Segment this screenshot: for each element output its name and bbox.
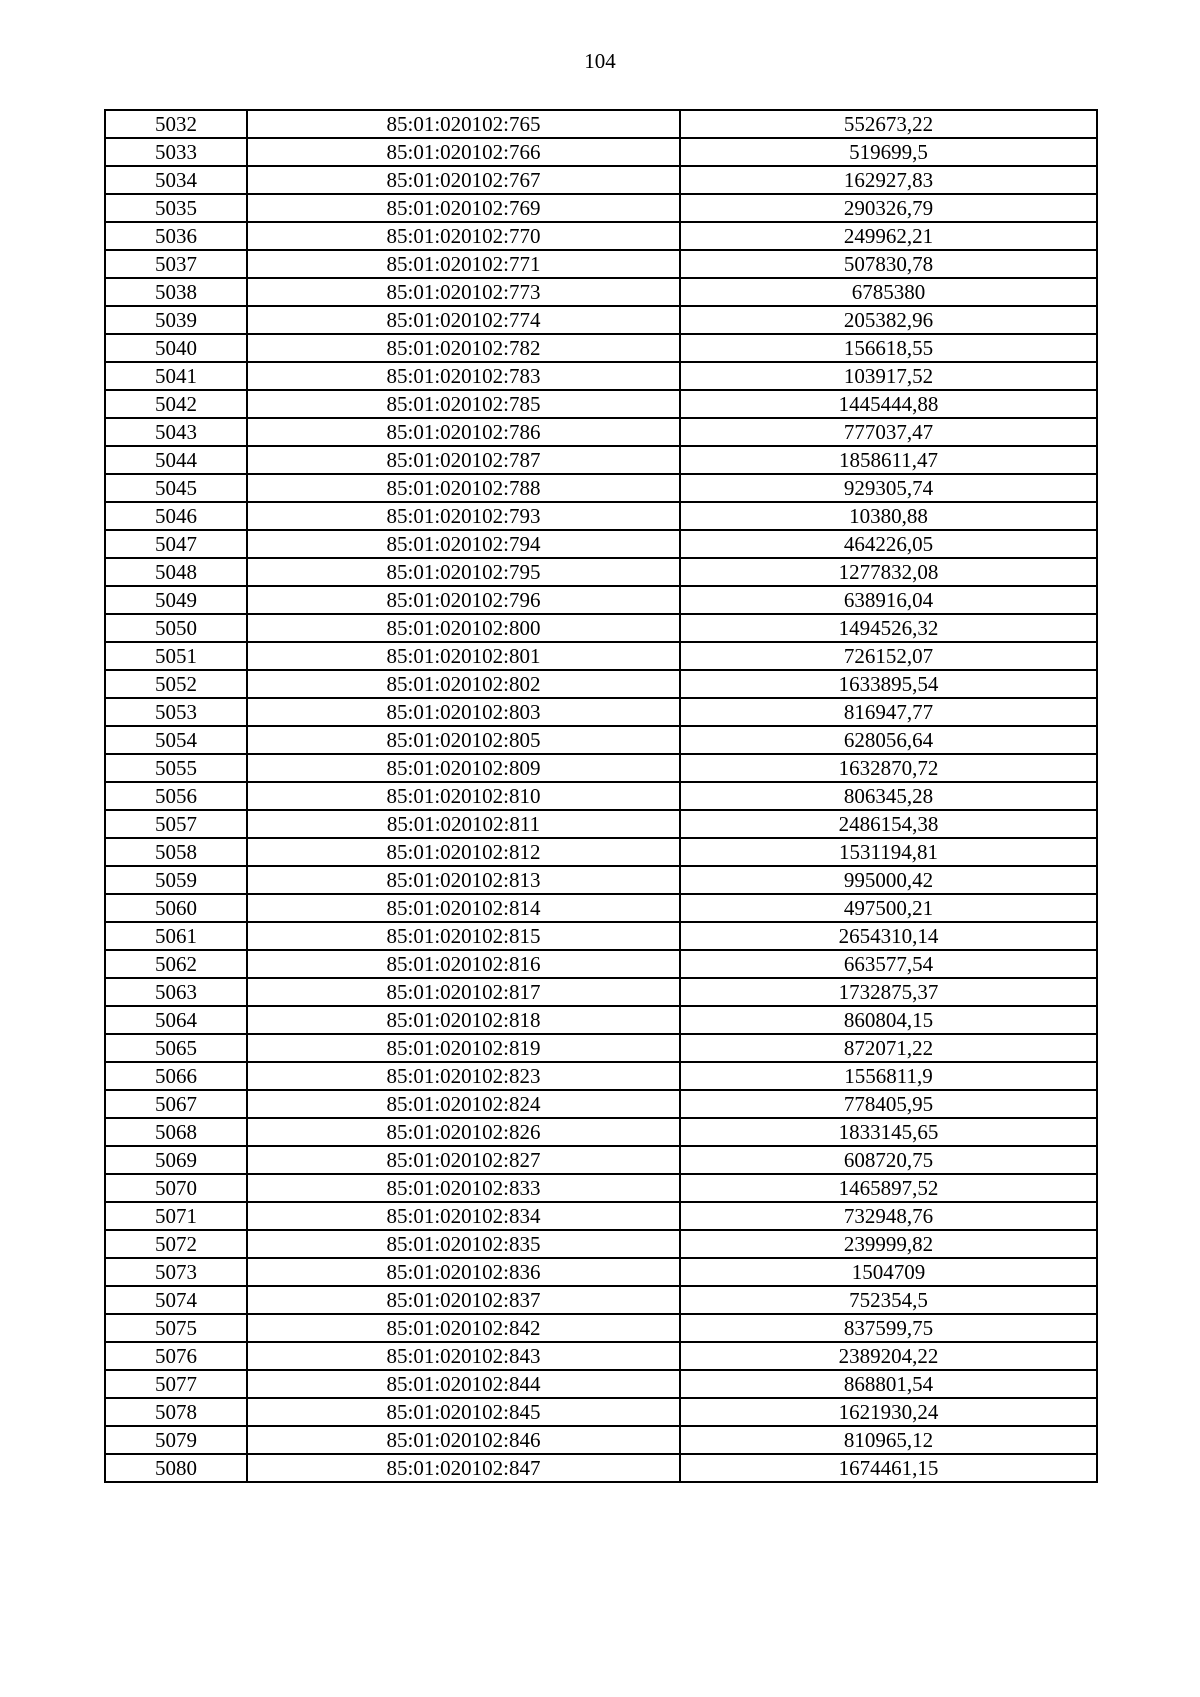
table-row	[105, 1286, 1097, 1314]
row-number-cell: 5058	[105, 838, 247, 866]
cadastral-number-cell: 85:01:020102:769	[247, 194, 680, 222]
row-number-cell: 5069	[105, 1146, 247, 1174]
cadastral-value-cell: 638916,04	[680, 586, 1097, 614]
row-number-cell: 5057	[105, 810, 247, 838]
cadastral-value-cell: 929305,74	[680, 474, 1097, 502]
row-number-cell: 5032	[105, 110, 247, 138]
row-number-cell: 5035	[105, 194, 247, 222]
cadastral-number-cell: 85:01:020102:796	[247, 586, 680, 614]
cadastral-number-cell: 85:01:020102:816	[247, 950, 680, 978]
cadastral-value-cell: 1531194,81	[680, 838, 1097, 866]
table-row	[105, 642, 1097, 670]
cadastral-value-cell: 2389204,22	[680, 1342, 1097, 1370]
row-number-cell: 5036	[105, 222, 247, 250]
table-row	[105, 362, 1097, 390]
table-row	[105, 1314, 1097, 1342]
cadastral-number-cell: 85:01:020102:819	[247, 1034, 680, 1062]
table-row	[105, 1090, 1097, 1118]
cadastral-number-cell: 85:01:020102:818	[247, 1006, 680, 1034]
row-number-cell: 5061	[105, 922, 247, 950]
cadastral-value-cell: 519699,5	[680, 138, 1097, 166]
cadastral-value-cell: 868801,54	[680, 1370, 1097, 1398]
table-row	[105, 250, 1097, 278]
table-row	[105, 782, 1097, 810]
cadastral-number-cell: 85:01:020102:814	[247, 894, 680, 922]
cadastral-value-cell: 156618,55	[680, 334, 1097, 362]
table-row	[105, 334, 1097, 362]
cadastral-value-cell: 1504709	[680, 1258, 1097, 1286]
table-row	[105, 1202, 1097, 1230]
cadastral-number-cell: 85:01:020102:782	[247, 334, 680, 362]
row-number-cell: 5041	[105, 362, 247, 390]
cadastral-number-cell: 85:01:020102:844	[247, 1370, 680, 1398]
table-row	[105, 194, 1097, 222]
cadastral-value-cell: 205382,96	[680, 306, 1097, 334]
cadastral-number-cell: 85:01:020102:837	[247, 1286, 680, 1314]
row-number-cell: 5066	[105, 1062, 247, 1090]
cadastral-value-cell: 777037,47	[680, 418, 1097, 446]
cadastral-number-cell: 85:01:020102:833	[247, 1174, 680, 1202]
cadastral-value-cell: 290326,79	[680, 194, 1097, 222]
cadastral-number-cell: 85:01:020102:815	[247, 922, 680, 950]
cadastral-value-cell: 103917,52	[680, 362, 1097, 390]
cadastral-number-cell: 85:01:020102:834	[247, 1202, 680, 1230]
row-number-cell: 5038	[105, 278, 247, 306]
row-number-cell: 5070	[105, 1174, 247, 1202]
table-row	[105, 586, 1097, 614]
cadastral-value-cell: 1277832,08	[680, 558, 1097, 586]
cadastral-number-cell: 85:01:020102:785	[247, 390, 680, 418]
cadastral-number-cell: 85:01:020102:803	[247, 698, 680, 726]
row-number-cell: 5072	[105, 1230, 247, 1258]
table-row	[105, 166, 1097, 194]
row-number-cell: 5080	[105, 1454, 247, 1482]
table-row	[105, 110, 1097, 138]
cadastral-number-cell: 85:01:020102:787	[247, 446, 680, 474]
cadastral-number-cell: 85:01:020102:809	[247, 754, 680, 782]
cadastral-number-cell: 85:01:020102:786	[247, 418, 680, 446]
table-row	[105, 1342, 1097, 1370]
row-number-cell: 5053	[105, 698, 247, 726]
cadastral-value-cell: 860804,15	[680, 1006, 1097, 1034]
cadastral-value-cell: 732948,76	[680, 1202, 1097, 1230]
cadastral-number-cell: 85:01:020102:846	[247, 1426, 680, 1454]
cadastral-value-cell: 1833145,65	[680, 1118, 1097, 1146]
cadastral-number-cell: 85:01:020102:801	[247, 642, 680, 670]
table-row	[105, 1398, 1097, 1426]
page-number: 104	[584, 49, 616, 73]
cadastral-number-cell: 85:01:020102:767	[247, 166, 680, 194]
row-number-cell: 5054	[105, 726, 247, 754]
table-row	[105, 950, 1097, 978]
row-number-cell: 5073	[105, 1258, 247, 1286]
row-number-cell: 5064	[105, 1006, 247, 1034]
row-number-cell: 5045	[105, 474, 247, 502]
cadastral-value-cell: 1858611,47	[680, 446, 1097, 474]
row-number-cell: 5049	[105, 586, 247, 614]
cadastral-number-cell: 85:01:020102:826	[247, 1118, 680, 1146]
cadastral-value-cell: 1632870,72	[680, 754, 1097, 782]
cadastral-value-cell: 2486154,38	[680, 810, 1097, 838]
table-row	[105, 418, 1097, 446]
cadastral-number-cell: 85:01:020102:795	[247, 558, 680, 586]
cadastral-number-cell: 85:01:020102:773	[247, 278, 680, 306]
cadastral-number-cell: 85:01:020102:810	[247, 782, 680, 810]
row-number-cell: 5052	[105, 670, 247, 698]
cadastral-value-cell: 608720,75	[680, 1146, 1097, 1174]
table-row	[105, 670, 1097, 698]
cadastral-number-cell: 85:01:020102:800	[247, 614, 680, 642]
cadastral-value-cell: 1465897,52	[680, 1174, 1097, 1202]
cadastral-value-cell: 2654310,14	[680, 922, 1097, 950]
cadastral-number-cell: 85:01:020102:774	[247, 306, 680, 334]
table-row	[105, 1062, 1097, 1090]
row-number-cell: 5034	[105, 166, 247, 194]
cadastral-number-cell: 85:01:020102:813	[247, 866, 680, 894]
cadastral-value-cell: 1445444,88	[680, 390, 1097, 418]
table-row	[105, 1118, 1097, 1146]
cadastral-number-cell: 85:01:020102:845	[247, 1398, 680, 1426]
row-number-cell: 5067	[105, 1090, 247, 1118]
row-number-cell: 5043	[105, 418, 247, 446]
row-number-cell: 5040	[105, 334, 247, 362]
table-row	[105, 1370, 1097, 1398]
cadastral-value-cell: 239999,82	[680, 1230, 1097, 1258]
cadastral-number-cell: 85:01:020102:788	[247, 474, 680, 502]
table-body	[105, 110, 1097, 1482]
cadastral-value-cell: 837599,75	[680, 1314, 1097, 1342]
cadastral-number-cell: 85:01:020102:805	[247, 726, 680, 754]
table-row	[105, 558, 1097, 586]
row-number-cell: 5055	[105, 754, 247, 782]
row-number-cell: 5059	[105, 866, 247, 894]
cadastral-value-cell: 1621930,24	[680, 1398, 1097, 1426]
cadastral-number-cell: 85:01:020102:847	[247, 1454, 680, 1482]
row-number-cell: 5075	[105, 1314, 247, 1342]
cadastral-number-cell: 85:01:020102:835	[247, 1230, 680, 1258]
cadastral-value-cell: 726152,07	[680, 642, 1097, 670]
row-number-cell: 5056	[105, 782, 247, 810]
cadastral-number-cell: 85:01:020102:843	[247, 1342, 680, 1370]
table-row	[105, 446, 1097, 474]
cadastral-value-cell: 6785380	[680, 278, 1097, 306]
row-number-cell: 5046	[105, 502, 247, 530]
row-number-cell: 5044	[105, 446, 247, 474]
cadastral-value-cell: 806345,28	[680, 782, 1097, 810]
cadastral-value-cell: 552673,22	[680, 110, 1097, 138]
cadastral-number-cell: 85:01:020102:793	[247, 502, 680, 530]
row-number-cell: 5042	[105, 390, 247, 418]
cadastral-value-cell: 810965,12	[680, 1426, 1097, 1454]
cadastral-number-cell: 85:01:020102:811	[247, 810, 680, 838]
row-number-cell: 5076	[105, 1342, 247, 1370]
table-row	[105, 866, 1097, 894]
row-number-cell: 5039	[105, 306, 247, 334]
cadastral-value-cell: 507830,78	[680, 250, 1097, 278]
row-number-cell: 5079	[105, 1426, 247, 1454]
table-row	[105, 1174, 1097, 1202]
cadastral-value-cell: 1556811,9	[680, 1062, 1097, 1090]
table-row	[105, 922, 1097, 950]
row-number-cell: 5062	[105, 950, 247, 978]
table-row	[105, 810, 1097, 838]
cadastral-number-cell: 85:01:020102:770	[247, 222, 680, 250]
row-number-cell: 5068	[105, 1118, 247, 1146]
table-row	[105, 978, 1097, 1006]
row-number-cell: 5051	[105, 642, 247, 670]
cadastral-value-cell: 249962,21	[680, 222, 1097, 250]
row-number-cell: 5063	[105, 978, 247, 1006]
table-row	[105, 1006, 1097, 1034]
row-number-cell: 5065	[105, 1034, 247, 1062]
cadastral-value-cell: 1674461,15	[680, 1454, 1097, 1482]
table-row	[105, 726, 1097, 754]
table-row	[105, 138, 1097, 166]
cadastral-value-cell: 663577,54	[680, 950, 1097, 978]
cadastral-value-cell: 628056,64	[680, 726, 1097, 754]
row-number-cell: 5078	[105, 1398, 247, 1426]
table-row	[105, 530, 1097, 558]
table-row	[105, 1146, 1097, 1174]
row-number-cell: 5071	[105, 1202, 247, 1230]
table-row	[105, 1454, 1097, 1482]
cadastral-number-cell: 85:01:020102:842	[247, 1314, 680, 1342]
cadastral-value-cell: 1633895,54	[680, 670, 1097, 698]
cadastral-number-cell: 85:01:020102:824	[247, 1090, 680, 1118]
cadastral-number-cell: 85:01:020102:783	[247, 362, 680, 390]
cadastral-value-cell: 778405,95	[680, 1090, 1097, 1118]
cadastral-number-cell: 85:01:020102:827	[247, 1146, 680, 1174]
table-row	[105, 754, 1097, 782]
table-row	[105, 1230, 1097, 1258]
cadastral-value-cell: 162927,83	[680, 166, 1097, 194]
cadastral-value-cell: 10380,88	[680, 502, 1097, 530]
row-number-cell: 5077	[105, 1370, 247, 1398]
table-row	[105, 390, 1097, 418]
row-number-cell: 5047	[105, 530, 247, 558]
table-row	[105, 306, 1097, 334]
row-number-cell: 5060	[105, 894, 247, 922]
cadastral-number-cell: 85:01:020102:802	[247, 670, 680, 698]
table-row	[105, 1034, 1097, 1062]
cadastral-number-cell: 85:01:020102:771	[247, 250, 680, 278]
table-row	[105, 1426, 1097, 1454]
cadastral-value-cell: 497500,21	[680, 894, 1097, 922]
cadastral-value-cell: 816947,77	[680, 698, 1097, 726]
table-row	[105, 1258, 1097, 1286]
row-number-cell: 5048	[105, 558, 247, 586]
table-row	[105, 474, 1097, 502]
table-row	[105, 894, 1097, 922]
cadastral-number-cell: 85:01:020102:836	[247, 1258, 680, 1286]
row-number-cell: 5050	[105, 614, 247, 642]
table-row	[105, 614, 1097, 642]
row-number-cell: 5074	[105, 1286, 247, 1314]
cadastral-value-table	[104, 109, 1098, 1483]
cadastral-number-cell: 85:01:020102:817	[247, 978, 680, 1006]
cadastral-value-cell: 1494526,32	[680, 614, 1097, 642]
table-row	[105, 502, 1097, 530]
table-row	[105, 838, 1097, 866]
table-row	[105, 698, 1097, 726]
cadastral-number-cell: 85:01:020102:812	[247, 838, 680, 866]
table-row	[105, 278, 1097, 306]
cadastral-value-cell: 995000,42	[680, 866, 1097, 894]
cadastral-number-cell: 85:01:020102:823	[247, 1062, 680, 1090]
cadastral-number-cell: 85:01:020102:766	[247, 138, 680, 166]
table-row	[105, 222, 1097, 250]
cadastral-value-cell: 1732875,37	[680, 978, 1097, 1006]
row-number-cell: 5033	[105, 138, 247, 166]
cadastral-value-cell: 464226,05	[680, 530, 1097, 558]
cadastral-value-cell: 752354,5	[680, 1286, 1097, 1314]
cadastral-number-cell: 85:01:020102:794	[247, 530, 680, 558]
cadastral-value-cell: 872071,22	[680, 1034, 1097, 1062]
row-number-cell: 5037	[105, 250, 247, 278]
cadastral-number-cell: 85:01:020102:765	[247, 110, 680, 138]
